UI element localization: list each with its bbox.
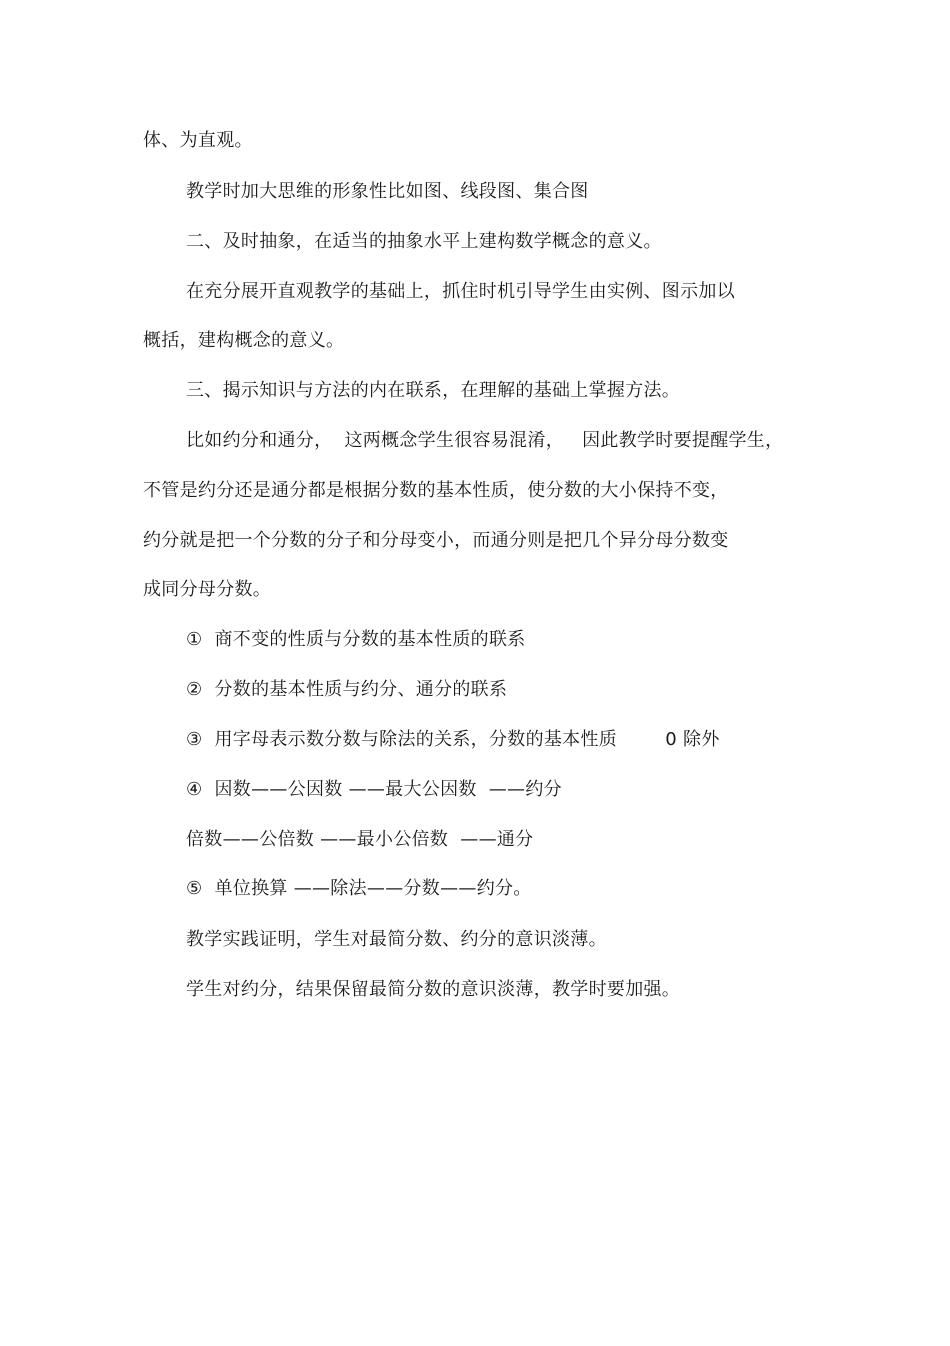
- list-item: ④ 因数——公因数 ——最大公因数 ——约分: [186, 779, 562, 800]
- list-item: ② 分数的基本性质与约分、通分的联系: [186, 679, 508, 700]
- text-line: 三、揭示知识与方法的内在联系，在理解的基础上掌握方法。: [186, 380, 681, 401]
- text-line: 教学实践证明，学生对最简分数、约分的意识淡薄。: [186, 929, 607, 950]
- text-line: 学生对约分，结果保留最简分数的意识淡薄，教学时要加强。: [186, 979, 681, 1000]
- list-item: ① 商不变的性质与分数的基本性质的联系: [186, 629, 526, 650]
- list-item: 倍数——公倍数 ——最小公倍数 ——通分: [186, 829, 534, 850]
- list-item: ③ 用字母表示数分数与除法的关系，分数的基本性质 0 除外: [186, 729, 720, 750]
- text-line: 体、为直观。: [143, 130, 253, 151]
- text-line: 不管是约分还是通分都是根据分数的基本性质，使分数的大小保持不变，: [143, 480, 729, 501]
- text-line: 约分就是把一个分数的分子和分母变小，而通分则是把几个异分母分数变: [143, 530, 729, 551]
- list-item: ⑤ 单位换算 ——除法——分数——约分。: [186, 878, 532, 899]
- text-line: 在充分展开直观教学的基础上，抓住时机引导学生由实例、图示加以: [186, 281, 735, 302]
- text-line: 概括，建构概念的意义。: [143, 330, 345, 351]
- text-line: 教学时加大思维的形象性比如图、线段图、集合图: [186, 181, 589, 202]
- text-line: 二、及时抽象，在适当的抽象水平上建构数学概念的意义。: [186, 231, 662, 252]
- text-line: 比如约分和通分， 这两概念学生很容易混淆， 因此教学时要提醒学生，: [186, 430, 784, 451]
- text-line: 成同分母分数。: [143, 579, 272, 600]
